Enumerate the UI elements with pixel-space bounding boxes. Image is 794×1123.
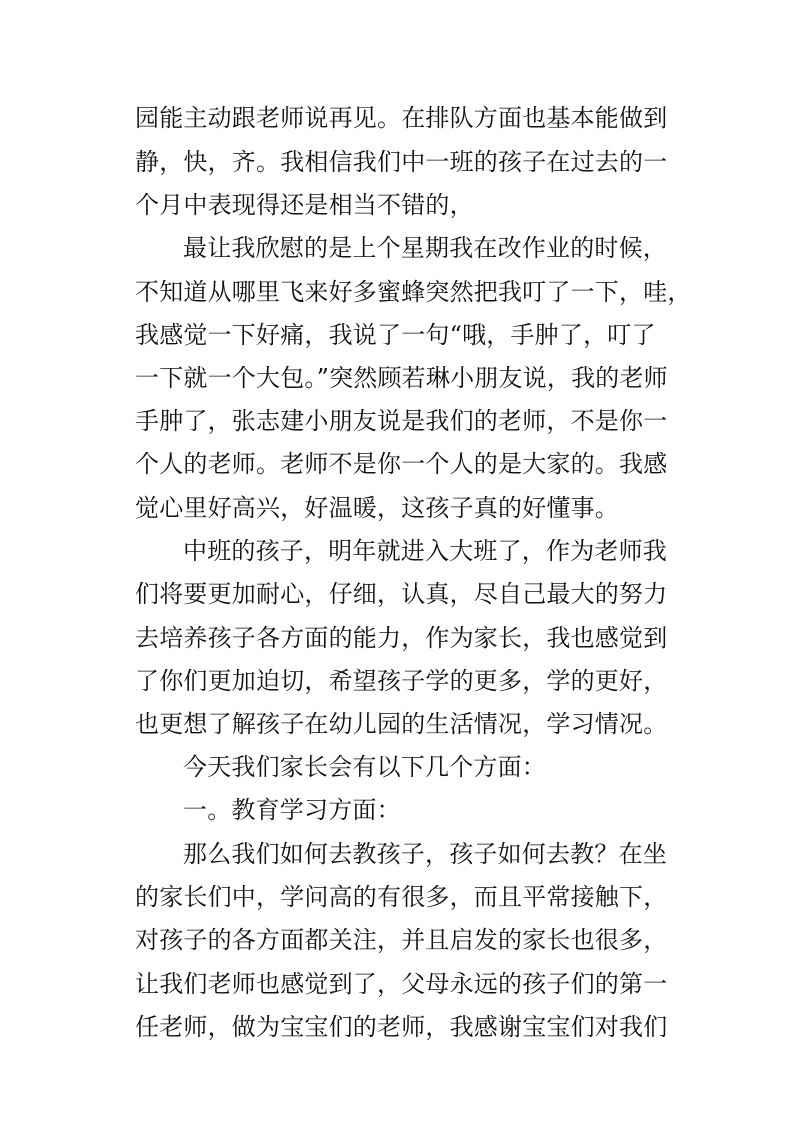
paragraph-line: 任老师，做为宝宝们的老师，我感谢宝宝们对我们 <box>135 1013 668 1041</box>
paragraph-line: 我感觉一下好痛，我说了一句“哦，手肿了，叮了 <box>135 321 656 349</box>
paragraph-line: 静，快，齐。我相信我们中一班的孩子在过去的一 <box>135 148 668 176</box>
paragraph-line: 了你们更加迫切，希望孩子学的更多，学的更好， <box>135 667 668 695</box>
paragraph-line: 也更想了解孩子在幼儿园的生活情况，学习情况。 <box>135 710 668 738</box>
paragraph-first-line: 最让我欣慰的是上个星期我在改作业的时候， <box>183 234 667 262</box>
paragraph-line: 让我们老师也感觉到了，父母永远的孩子们的第一 <box>135 970 668 998</box>
paragraph-first-line: 那么我们如何去教孩子，孩子如何去教？在坐 <box>183 840 667 868</box>
paragraph-line: 个人的老师。老师不是你一个人的是大家的。我感 <box>135 450 668 478</box>
paragraph-first-line: 中班的孩子，明年就进入大班了，作为老师我 <box>183 537 667 565</box>
section-intro: 今天我们家长会有以下几个方面： <box>183 753 546 781</box>
paragraph-line: 觉心里好高兴，好温暖，这孩子真的好懂事。 <box>135 494 619 522</box>
section-heading: 一。教育学习方面： <box>183 796 401 824</box>
paragraph-line: 不知道从哪里飞来好多蜜蜂突然把我叮了一下，哇， <box>135 278 692 306</box>
paragraph-line: 去培养孩子各方面的能力，作为家长，我也感觉到 <box>135 624 668 652</box>
paragraph-line: 手肿了，张志建小朋友说是我们的老师，不是你一 <box>135 407 668 435</box>
paragraph-line: 的家长们中，学问高的有很多，而且平常接触下， <box>135 883 668 911</box>
paragraph-line: 一下就一个大包。”突然顾若琳小朋友说，我的老师 <box>135 364 668 392</box>
paragraph-line: 对孩子的各方面都关注，并且启发的家长也很多， <box>135 926 668 954</box>
paragraph-line: 们将要更加耐心，仔细，认真，尽自己最大的努力 <box>135 580 668 608</box>
paragraph-line: 园能主动跟老师说再见。在排队方面也基本能做到 <box>135 104 668 132</box>
paragraph-line: 个月中表现得还是相当不错的， <box>135 191 474 219</box>
